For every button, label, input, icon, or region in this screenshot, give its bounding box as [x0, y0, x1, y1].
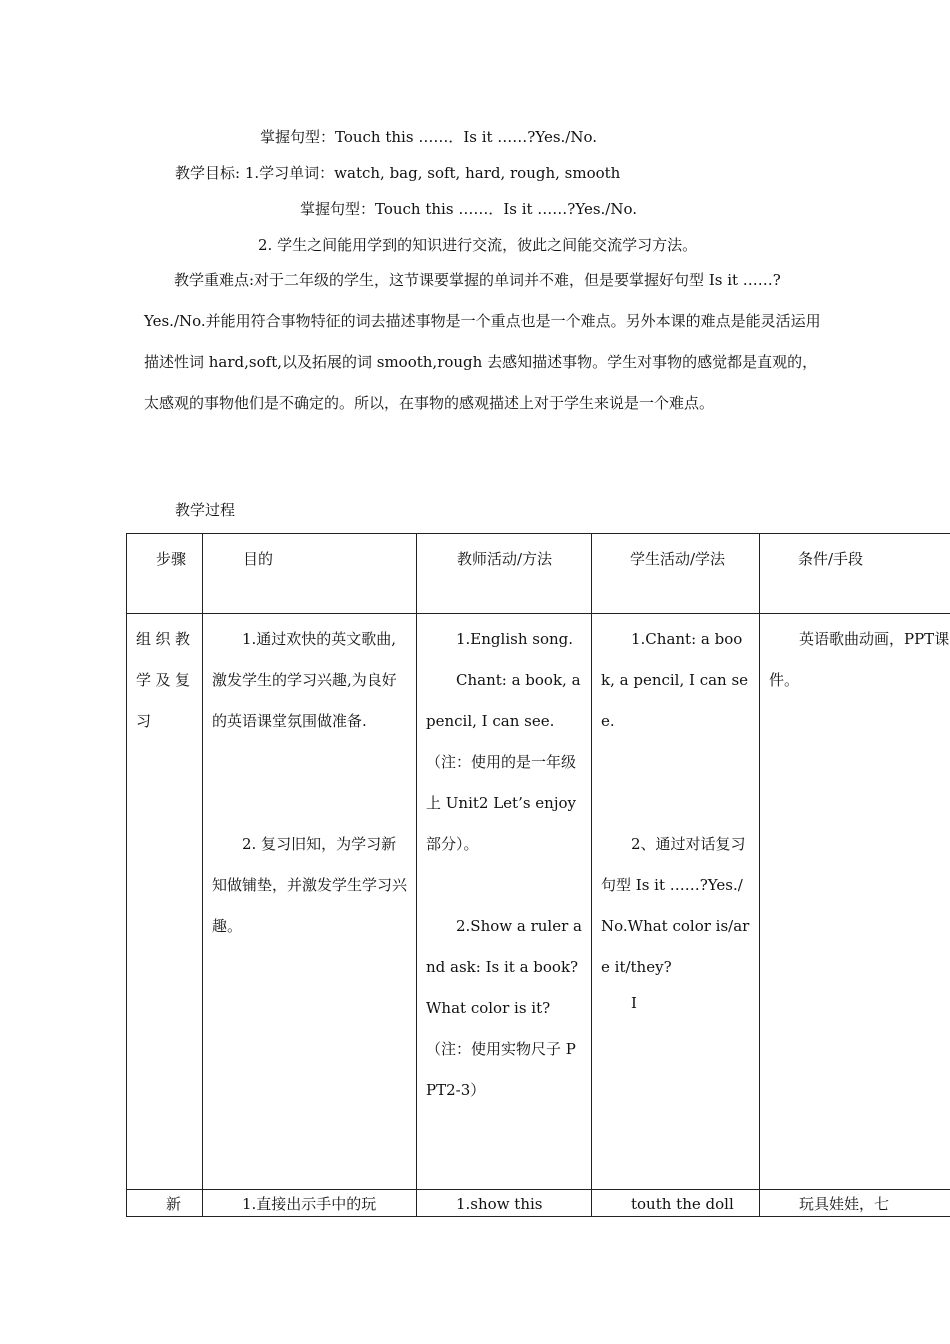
header-means: 条件/手段 [760, 534, 950, 614]
difficulty-paragraph [144, 260, 824, 424]
row1-teacher-b: Chant: a book, a pencil, I can see.（注：使用的是一年级上 Unit2 Let’s enjoy 部分）。 [426, 671, 581, 853]
teaching-goal-words: 1.学习单词：watch, bag, soft, hard, rough, smooth [244, 164, 621, 182]
header-step: 步骤 [127, 534, 203, 614]
table-header-row [127, 534, 950, 614]
row2-means: 玩具娃娃，七 [760, 1190, 950, 1217]
row2-teacher: 1.show this [417, 1190, 592, 1217]
header-teacher: 教师活动/方法 [417, 534, 592, 614]
row1-teacher-c: 2.Show a ruler and ask: Is it a book?What color is it?（注：使用实物尺子 PPT2-3） [426, 917, 582, 1099]
teaching-goal-pattern: 掌握句型：Touch this ……．Is it ……?Yes./No. [300, 200, 637, 218]
row1-student-b: 2、通过对话复习句型 Is it ……?Yes./No.What color is/are it/they? [601, 835, 750, 976]
teaching-goal-row [175, 162, 620, 183]
sentence-pattern-line: 掌握句型：Touch this ……．Is it ……?Yes./No. [260, 128, 597, 146]
row1-student-c: I [631, 994, 637, 1012]
row1-goal-a: 1.通过欢快的英文歌曲,激发学生的学习兴趣,为良好的英语课堂氛围做准备. [212, 630, 397, 730]
teaching-process-table [126, 533, 950, 1217]
row1-teacher-a: 1.English song. [456, 630, 574, 648]
process-title: 教学过程 [175, 501, 236, 519]
row1-student-a: 1.Chant: a book, a pencil, I can see. [601, 630, 749, 730]
teaching-goal-label: 教学目标: [175, 164, 241, 182]
row1-student [592, 614, 760, 1190]
row1-means [760, 614, 950, 1190]
difficulty-text: 教学重难点:对于二年级的学生，这节课要掌握的单词并不难，但是要掌握好句型 Is it ……?Yes./No.并能用符合事物特征的词去描述事物是一个重点也是一个难点。另外本课的难点是能灵活运用描述性词 hard,soft,以及拓展的词 smooth,rough 去感知描述事物。学生对事物的感觉都是直观的，太感观的事物他们是不确定的。所以，在事物的感观描述上对于学生来说是一个难点。 [144, 271, 821, 412]
row1-goal-b: 2. 复习旧知，为学习新知做铺垫，并激发学生学习兴趣。 [212, 835, 408, 935]
teaching-goal-communication: 2. 学生之间能用学到的知识进行交流，彼此之间能交流学习方法。 [258, 236, 698, 254]
row2-student: touth the doll [592, 1190, 760, 1217]
row1-step: 组织教学及复习 [127, 614, 203, 1190]
table-row [127, 1190, 950, 1217]
row1-means-text: 英语歌曲动画，PPT课件。 [769, 630, 950, 689]
header-goal: 目的 [203, 534, 417, 614]
row1-teacher [417, 614, 592, 1190]
row2-step: 新 [127, 1190, 203, 1217]
row1-goal [203, 614, 417, 1190]
row2-goal: 1.直接出示手中的玩 [203, 1190, 417, 1217]
table-row [127, 614, 950, 1190]
header-student: 学生活动/学法 [592, 534, 760, 614]
